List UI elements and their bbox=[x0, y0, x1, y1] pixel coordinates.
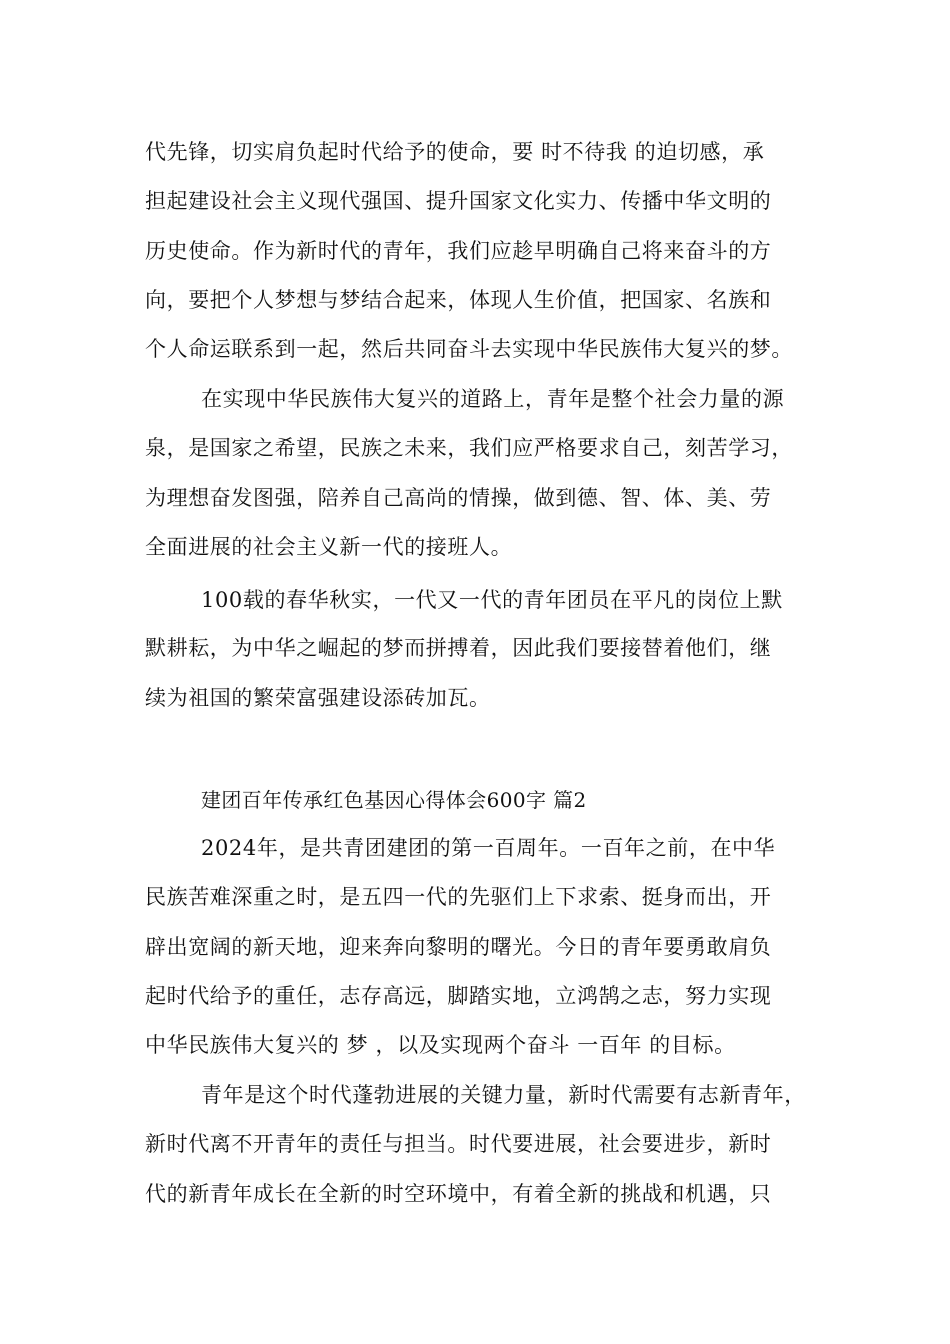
text-line: 辟出宽阔的新天地，迎来奔向黎明的曙光。今日的青年要勇敢肩负 bbox=[145, 935, 772, 959]
text-line: 中华民族伟大复兴的 梦 ，以及实现两个奋斗 一百年 的目标。 bbox=[145, 1033, 736, 1057]
text-line: 历史使命。作为新时代的青年，我们应趁早明确自己将来奋斗的方 bbox=[145, 239, 772, 263]
text-line: 全面进展的社会主义新一代的接班人。 bbox=[145, 535, 513, 559]
text-line: 为理想奋发图强，陪养自己高尚的情操，做到德、智、体、美、劳 bbox=[145, 486, 772, 510]
paragraph-first-line: 100载的春华秋实，一代又一代的青年团员在平凡的岗位上默 bbox=[201, 588, 783, 612]
text-line: 担起建设社会主义现代强国、提升国家文化实力、传播中华文明的 bbox=[145, 189, 772, 213]
paragraph-first-line: 2024年，是共青团建团的第一百周年。一百年之前，在中华 bbox=[201, 836, 776, 860]
text-line: 代先锋，切实肩负起时代给予的使命，要 时不待我 的迫切感，承 bbox=[145, 140, 765, 164]
text-line: 泉，是国家之希望，民族之未来，我们应严格要求自己，刻苦学习， bbox=[145, 436, 793, 460]
text-line: 起时代给予的重任，志存高远，脚踏实地，立鸿鹄之志，努力实现 bbox=[145, 984, 772, 1008]
text-line: 向，要把个人梦想与梦结合起来，体现人生价值，把国家、名族和 bbox=[145, 288, 772, 312]
text-line: 新时代离不开青年的责任与担当。时代要进展，社会要进步，新时 bbox=[145, 1132, 772, 1156]
text-line: 民族苦难深重之时，是五四一代的先驱们上下求索、挺身而出，开 bbox=[145, 885, 772, 909]
text-line: 默耕耘，为中华之崛起的梦而拼搏着，因此我们要接替着他们，继 bbox=[145, 636, 772, 660]
text-line: 个人命运联系到一起，然后共同奋斗去实现中华民族伟大复兴的梦。 bbox=[145, 337, 793, 361]
text-line: 代的新青年成长在全新的时空环境中，有着全新的挑战和机遇，只 bbox=[145, 1182, 772, 1206]
paragraph-first-line: 在实现中华民族伟大复兴的道路上，青年是整个社会力量的源 bbox=[201, 387, 785, 411]
text-line: 续为祖国的繁荣富强建设添砖加瓦。 bbox=[145, 686, 491, 710]
paragraph-first-line: 青年是这个时代蓬勃进展的关键力量，新时代需要有志新青年， bbox=[201, 1083, 806, 1107]
section-heading: 建团百年传承红色基因心得体会600字 篇2 bbox=[201, 788, 587, 812]
